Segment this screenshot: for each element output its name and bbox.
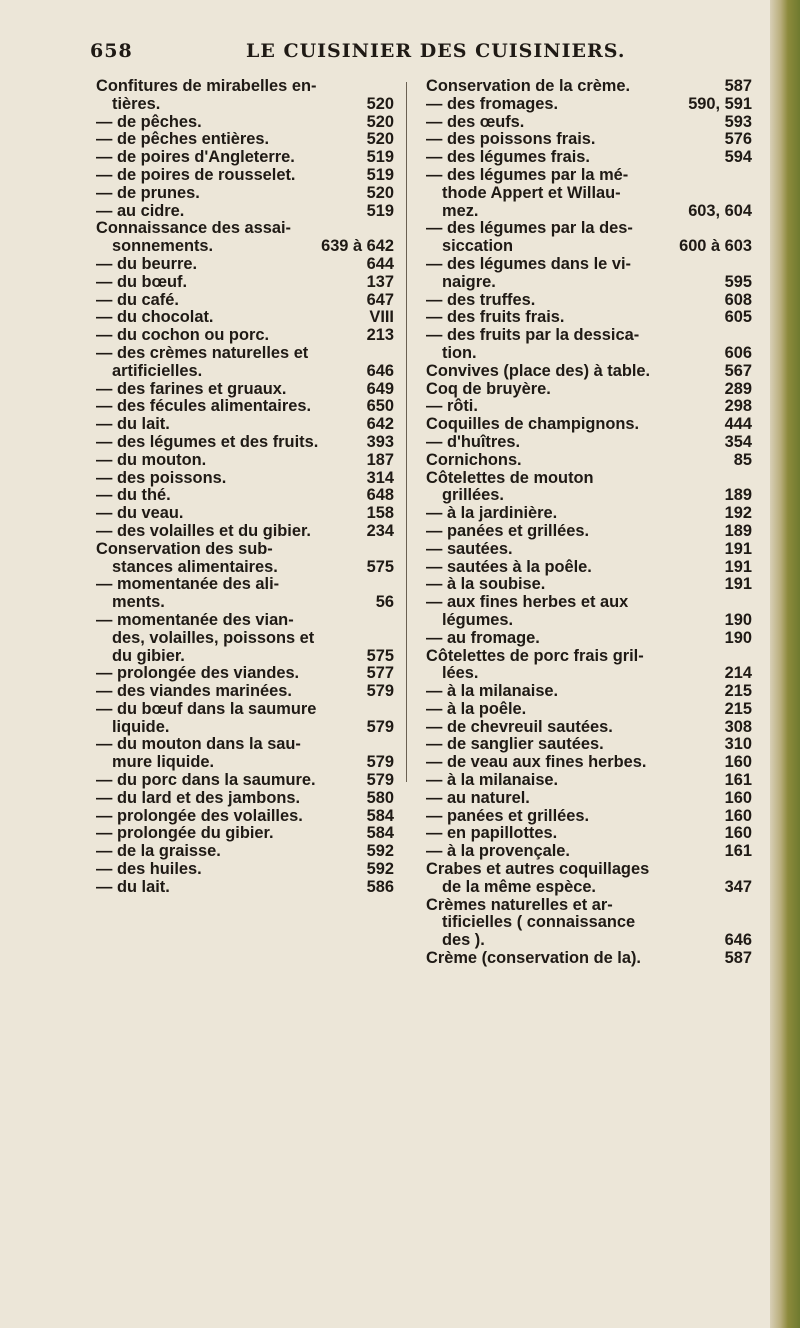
index-entry <box>426 808 752 826</box>
index-entry <box>426 505 752 523</box>
index-entry-page: 579 <box>366 682 394 701</box>
index-entry-text: — des huiles. <box>96 860 202 879</box>
index-entry-text: Crèmes naturelles et ar- <box>426 895 613 914</box>
index-entry <box>96 238 394 256</box>
index-entry-page: 192 <box>724 504 752 523</box>
index-entry-page: 56 <box>375 593 394 612</box>
index-entry <box>96 630 394 648</box>
index-entry <box>96 309 394 327</box>
index-entry-text: — des poissons. <box>96 468 227 487</box>
index-entry-text: — prolongée des viandes. <box>96 664 300 683</box>
index-entry <box>96 452 394 470</box>
index-entry <box>96 327 394 345</box>
index-entry-text: sonnements. <box>112 237 214 256</box>
index-entry <box>426 736 752 754</box>
index-entry-page: 393 <box>366 432 394 451</box>
index-entry-text: — des légumes dans le vi- <box>426 254 631 273</box>
index-entry-page: 586 <box>366 877 394 896</box>
index-entry <box>426 950 752 968</box>
index-entry <box>96 808 394 826</box>
index-entry-page: 579 <box>366 717 394 736</box>
index-entry <box>426 416 752 434</box>
index-entry <box>96 220 394 238</box>
index-entry-page: 160 <box>724 806 752 825</box>
index-entry <box>96 790 394 808</box>
index-entry-text: — du chocolat. <box>96 308 214 327</box>
index-entry <box>96 843 394 861</box>
index-entry <box>426 576 752 594</box>
index-entry-page: 190 <box>724 628 752 647</box>
index-entry-text: — de pêches. <box>96 112 202 131</box>
index-entry-text: — momentanée des vian- <box>96 610 294 629</box>
index-entry-text: — du lait. <box>96 877 170 896</box>
index-entry-text: — des poissons frais. <box>426 130 596 149</box>
index-entry-page: 608 <box>724 290 752 309</box>
index-column-left <box>96 78 394 897</box>
index-entry-text: Conservation des sub- <box>96 539 273 558</box>
index-entry <box>96 96 394 114</box>
index-entry-text: Crème (conservation de la). <box>426 949 641 968</box>
index-entry-text: — de sanglier sautées. <box>426 735 604 754</box>
index-entry-page: 646 <box>724 931 752 950</box>
index-entry-page: 520 <box>366 112 394 131</box>
index-entry-page: 590, 591 <box>688 94 752 113</box>
index-entry-text: — du cochon ou porc. <box>96 326 270 345</box>
index-entry <box>426 327 752 345</box>
index-entry <box>96 185 394 203</box>
index-entry-page: 519 <box>366 165 394 184</box>
index-entry <box>96 861 394 879</box>
index-entry-page: 234 <box>366 521 394 540</box>
index-entry-page: 577 <box>366 664 394 683</box>
index-entry <box>426 523 752 541</box>
index-entry-page: 520 <box>366 183 394 202</box>
index-entry-page: 520 <box>366 130 394 149</box>
index-entry-text: Cornichons. <box>426 450 522 469</box>
index-entry-text: — en papillottes. <box>426 824 558 843</box>
index-entry-text: — des légumes par la des- <box>426 219 633 238</box>
index-entry-text: — sautées à la poêle. <box>426 557 592 576</box>
index-entry-text: mez. <box>442 201 479 220</box>
index-entry-page: 584 <box>366 824 394 843</box>
index-entry <box>96 559 394 577</box>
index-entry <box>426 648 752 666</box>
index-entry <box>426 559 752 577</box>
index-entry-page: 354 <box>724 432 752 451</box>
index-entry-page: 191 <box>724 557 752 576</box>
index-column-right <box>426 78 752 968</box>
index-entry <box>426 274 752 292</box>
index-entry-page: 310 <box>724 735 752 754</box>
index-entry <box>96 78 394 96</box>
index-entry-text: — des crèmes naturelles et <box>96 343 309 362</box>
index-entry-text: Conservation de la crème. <box>426 77 631 95</box>
index-entry-text: tificielles ( connaissance <box>442 913 636 932</box>
index-entry <box>96 363 394 381</box>
index-entry-page: 161 <box>724 771 752 790</box>
index-entry <box>426 772 752 790</box>
index-entry-text: naigre. <box>442 272 496 291</box>
index-entry <box>426 861 752 879</box>
index-entry <box>96 576 394 594</box>
index-entry <box>96 523 394 541</box>
index-entry <box>96 594 394 612</box>
index-entry-page: 575 <box>366 557 394 576</box>
index-entry <box>96 665 394 683</box>
index-entry <box>96 114 394 132</box>
index-entry <box>96 754 394 772</box>
index-entry-page: 587 <box>724 77 752 95</box>
index-entry-text: thode Appert et Willau- <box>442 183 621 202</box>
index-entry <box>426 131 752 149</box>
index-entry-page: 214 <box>724 664 752 683</box>
index-entry <box>426 309 752 327</box>
index-entry-page: 137 <box>366 272 394 291</box>
index-entry-page: 160 <box>724 753 752 772</box>
index-entry-page: 158 <box>366 504 394 523</box>
index-entry <box>426 683 752 701</box>
index-entry-text: — du mouton dans la sau- <box>96 735 301 754</box>
index-entry <box>96 825 394 843</box>
page-number: 658 <box>90 40 133 62</box>
index-entry <box>426 914 752 932</box>
index-entry-text: — du thé. <box>96 486 171 505</box>
index-entry-text: — d'huîtres. <box>426 432 521 451</box>
index-entry <box>96 149 394 167</box>
index-entry-text: — des fruits frais. <box>426 308 565 327</box>
index-entry-text: des ). <box>442 931 485 950</box>
index-entry <box>96 345 394 363</box>
index-entry <box>426 381 752 399</box>
index-entry-text: — du mouton. <box>96 450 207 469</box>
index-entry <box>96 167 394 185</box>
index-entry <box>96 434 394 452</box>
index-entry-text: siccation <box>442 237 514 256</box>
page-edge-shadow <box>770 0 800 1328</box>
index-entry-page: 639 à 642 <box>321 237 394 256</box>
index-entry-page: 650 <box>366 397 394 416</box>
index-entry <box>426 541 752 559</box>
index-entry <box>426 292 752 310</box>
index-entry-page: 579 <box>366 753 394 772</box>
index-entry-text: — des œufs. <box>426 112 525 131</box>
index-entry-page: 519 <box>366 201 394 220</box>
index-entry-text: du gibier. <box>112 646 185 665</box>
index-entry-page: 190 <box>724 610 752 629</box>
index-entry <box>426 701 752 719</box>
index-entry-text: — de chevreuil sautées. <box>426 717 613 736</box>
index-entry <box>96 416 394 434</box>
index-entry <box>96 648 394 666</box>
index-entry-text: — des légumes frais. <box>426 148 590 167</box>
index-entry-text: — des fécules alimentaires. <box>96 397 311 416</box>
index-entry <box>426 452 752 470</box>
index-entry-page: 649 <box>366 379 394 398</box>
index-entry-text: — des volailles et du gibier. <box>96 521 311 540</box>
index-entry <box>96 292 394 310</box>
index-entry <box>426 345 752 363</box>
index-entry-page: 347 <box>724 877 752 896</box>
index-entry-page: 520 <box>366 94 394 113</box>
index-entry-text: — de veau aux fines herbes. <box>426 753 647 772</box>
index-entry <box>96 203 394 221</box>
index-entry-text: — au cidre. <box>96 201 185 220</box>
index-entry-page: 592 <box>366 842 394 861</box>
index-entry-page: 647 <box>366 290 394 309</box>
index-entry <box>426 594 752 612</box>
index-entry-text: — prolongée des volailles. <box>96 806 303 825</box>
index-entry-text: — du bœuf dans la saumure <box>96 699 317 718</box>
index-entry-text: — au fromage. <box>426 628 540 647</box>
index-entry-text: — du porc dans la saumure. <box>96 771 316 790</box>
index-entry-page: 298 <box>724 397 752 416</box>
index-entry <box>426 398 752 416</box>
index-entry <box>426 167 752 185</box>
index-entry-text: — panées et grillées. <box>426 806 590 825</box>
index-entry-page: 444 <box>724 415 752 434</box>
page-header <box>90 40 750 66</box>
index-entry-text: — momentanée des ali- <box>96 575 280 594</box>
index-entry-text: tières. <box>112 94 161 113</box>
index-entry <box>96 701 394 719</box>
index-entry <box>426 719 752 737</box>
index-entry <box>426 256 752 274</box>
index-entry-text: Coq de bruyère. <box>426 379 551 398</box>
index-entry-page: 189 <box>724 521 752 540</box>
index-entry <box>96 274 394 292</box>
index-entry-text: — panées et grillées. <box>426 521 590 540</box>
index-entry-page: 85 <box>733 450 752 469</box>
index-entry-page: 644 <box>366 254 394 273</box>
index-entry <box>96 541 394 559</box>
index-entry <box>426 825 752 843</box>
index-entry-page: 191 <box>724 539 752 558</box>
index-entry <box>96 879 394 897</box>
index-entry <box>426 630 752 648</box>
index-entry-text: — aux fines herbes et aux <box>426 593 629 612</box>
index-entry-text: — prolongée du gibier. <box>96 824 274 843</box>
index-entry-page: 189 <box>724 486 752 505</box>
index-entry-text: — des viandes marinées. <box>96 682 292 701</box>
index-entry <box>426 434 752 452</box>
index-entry-page: 603, 604 <box>688 201 752 220</box>
index-entry-text: Côtelettes de porc frais gril- <box>426 646 644 665</box>
index-entry-text: — à la poêle. <box>426 699 527 718</box>
index-entry-page: 160 <box>724 824 752 843</box>
index-entry <box>426 238 752 256</box>
index-entry-text: ments. <box>112 593 165 612</box>
index-entry-page: 584 <box>366 806 394 825</box>
index-entry <box>96 719 394 737</box>
index-entry-page: 576 <box>724 130 752 149</box>
index-entry-text: — du bœuf. <box>96 272 188 291</box>
index-entry <box>426 96 752 114</box>
index-entry-page: 600 à 603 <box>679 237 752 256</box>
index-entry-text: — de pêches entières. <box>96 130 270 149</box>
index-entry-text: — à la milanaise. <box>426 682 559 701</box>
index-entry-page: 580 <box>366 788 394 807</box>
index-entry <box>96 683 394 701</box>
index-entry <box>426 220 752 238</box>
index-entry-text: mure liquide. <box>112 753 215 772</box>
index-entry-page: 646 <box>366 361 394 380</box>
index-entry-page: 314 <box>366 468 394 487</box>
index-entry-text: — rôti. <box>426 397 478 416</box>
index-entry-text: Connaissance des assai- <box>96 219 291 238</box>
index-entry <box>426 932 752 950</box>
index-entry <box>426 879 752 897</box>
index-entry-text: — du café. <box>96 290 179 309</box>
index-entry-text: liquide. <box>112 717 170 736</box>
index-entry-page: 605 <box>724 308 752 327</box>
index-entry-text: Convives (place des) à table. <box>426 361 651 380</box>
index-entry <box>96 736 394 754</box>
index-entry-page: 587 <box>724 949 752 968</box>
index-entry <box>426 665 752 683</box>
index-entry <box>426 363 752 381</box>
index-entry-text: — du lait. <box>96 415 170 434</box>
index-entry-text: — des fromages. <box>426 94 559 113</box>
index-entry <box>96 470 394 488</box>
index-entry-page: 593 <box>724 112 752 131</box>
index-entry <box>96 398 394 416</box>
index-entry-page: 187 <box>366 450 394 469</box>
index-entry <box>96 612 394 630</box>
index-entry <box>426 78 752 96</box>
index-entry-text: des, volailles, poissons et <box>112 628 315 647</box>
index-entry-text: — à la soubise. <box>426 575 546 594</box>
index-entry-text: artificielles. <box>112 361 203 380</box>
index-entry-text: — du veau. <box>96 504 184 523</box>
index-entry <box>96 131 394 149</box>
index-entry-page: 648 <box>366 486 394 505</box>
index-entry-text: — des truffes. <box>426 290 536 309</box>
index-entry-page: 160 <box>724 788 752 807</box>
index-entry <box>426 487 752 505</box>
index-entry-text: Côtelettes de mouton <box>426 468 594 487</box>
index-entry <box>426 790 752 808</box>
index-entry-page: 642 <box>366 415 394 434</box>
index-entry-text: — du lard et des jambons. <box>96 788 301 807</box>
index-entry-text: grillées. <box>442 486 504 505</box>
index-entry-page: VIII <box>369 308 394 327</box>
index-entry-page: 595 <box>724 272 752 291</box>
index-entry-text: — à la jardinière. <box>426 504 558 523</box>
index-entry-text: légumes. <box>442 610 514 629</box>
index-entry-page: 289 <box>724 379 752 398</box>
index-entry-text: Confitures de mirabelles en- <box>96 77 317 95</box>
index-entry-page: 567 <box>724 361 752 380</box>
index-entry-page: 579 <box>366 771 394 790</box>
index-entry-page: 191 <box>724 575 752 594</box>
index-entry-text: — des légumes par la mé- <box>426 165 629 184</box>
index-entry <box>426 470 752 488</box>
running-title: LE CUISINIER DES CUISINIERS. <box>246 40 626 62</box>
index-entry-text: — à la provençale. <box>426 842 570 861</box>
index-entry-page: 594 <box>724 148 752 167</box>
index-entry <box>426 114 752 132</box>
index-entry-text: — de prunes. <box>96 183 200 202</box>
index-entry-text: Coquilles de champignons. <box>426 415 640 434</box>
index-entry-text: de la même espèce. <box>442 877 596 896</box>
index-entry-text: — des légumes et des fruits. <box>96 432 319 451</box>
index-entry-text: — de la graisse. <box>96 842 221 861</box>
index-entry-page: 215 <box>724 682 752 701</box>
index-entry <box>96 505 394 523</box>
index-entry-text: — des farines et gruaux. <box>96 379 287 398</box>
index-entry <box>96 381 394 399</box>
index-entry-page: 606 <box>724 343 752 362</box>
index-entry <box>426 897 752 915</box>
index-entry-text: stances alimentaires. <box>112 557 278 576</box>
index-entry-page: 308 <box>724 717 752 736</box>
index-entry <box>96 772 394 790</box>
index-entry-page: 592 <box>366 860 394 879</box>
index-entry-text: — à la milanaise. <box>426 771 559 790</box>
index-entry-page: 213 <box>366 326 394 345</box>
index-entry-text: Crabes et autres coquillages <box>426 860 650 879</box>
index-entry-text: — du beurre. <box>96 254 198 273</box>
index-entry <box>426 203 752 221</box>
index-entry-text: — de poires d'Angleterre. <box>96 148 295 167</box>
index-entry-text: — sautées. <box>426 539 513 558</box>
index-entry <box>426 185 752 203</box>
index-entry-page: 519 <box>366 148 394 167</box>
index-entry-text: lées. <box>442 664 479 683</box>
index-entry-text: tion. <box>442 343 477 362</box>
index-entry <box>426 149 752 167</box>
index-entry-text: — de poires de rousselet. <box>96 165 296 184</box>
index-entry-text: — des fruits par la dessica- <box>426 326 640 345</box>
index-entry <box>96 256 394 274</box>
index-entry <box>426 843 752 861</box>
index-entry-page: 215 <box>724 699 752 718</box>
column-divider <box>406 82 407 782</box>
index-entry-page: 575 <box>366 646 394 665</box>
index-entry <box>96 487 394 505</box>
index-entry <box>426 754 752 772</box>
index-entry-text: — au naturel. <box>426 788 530 807</box>
index-entry <box>426 612 752 630</box>
index-entry-page: 161 <box>724 842 752 861</box>
